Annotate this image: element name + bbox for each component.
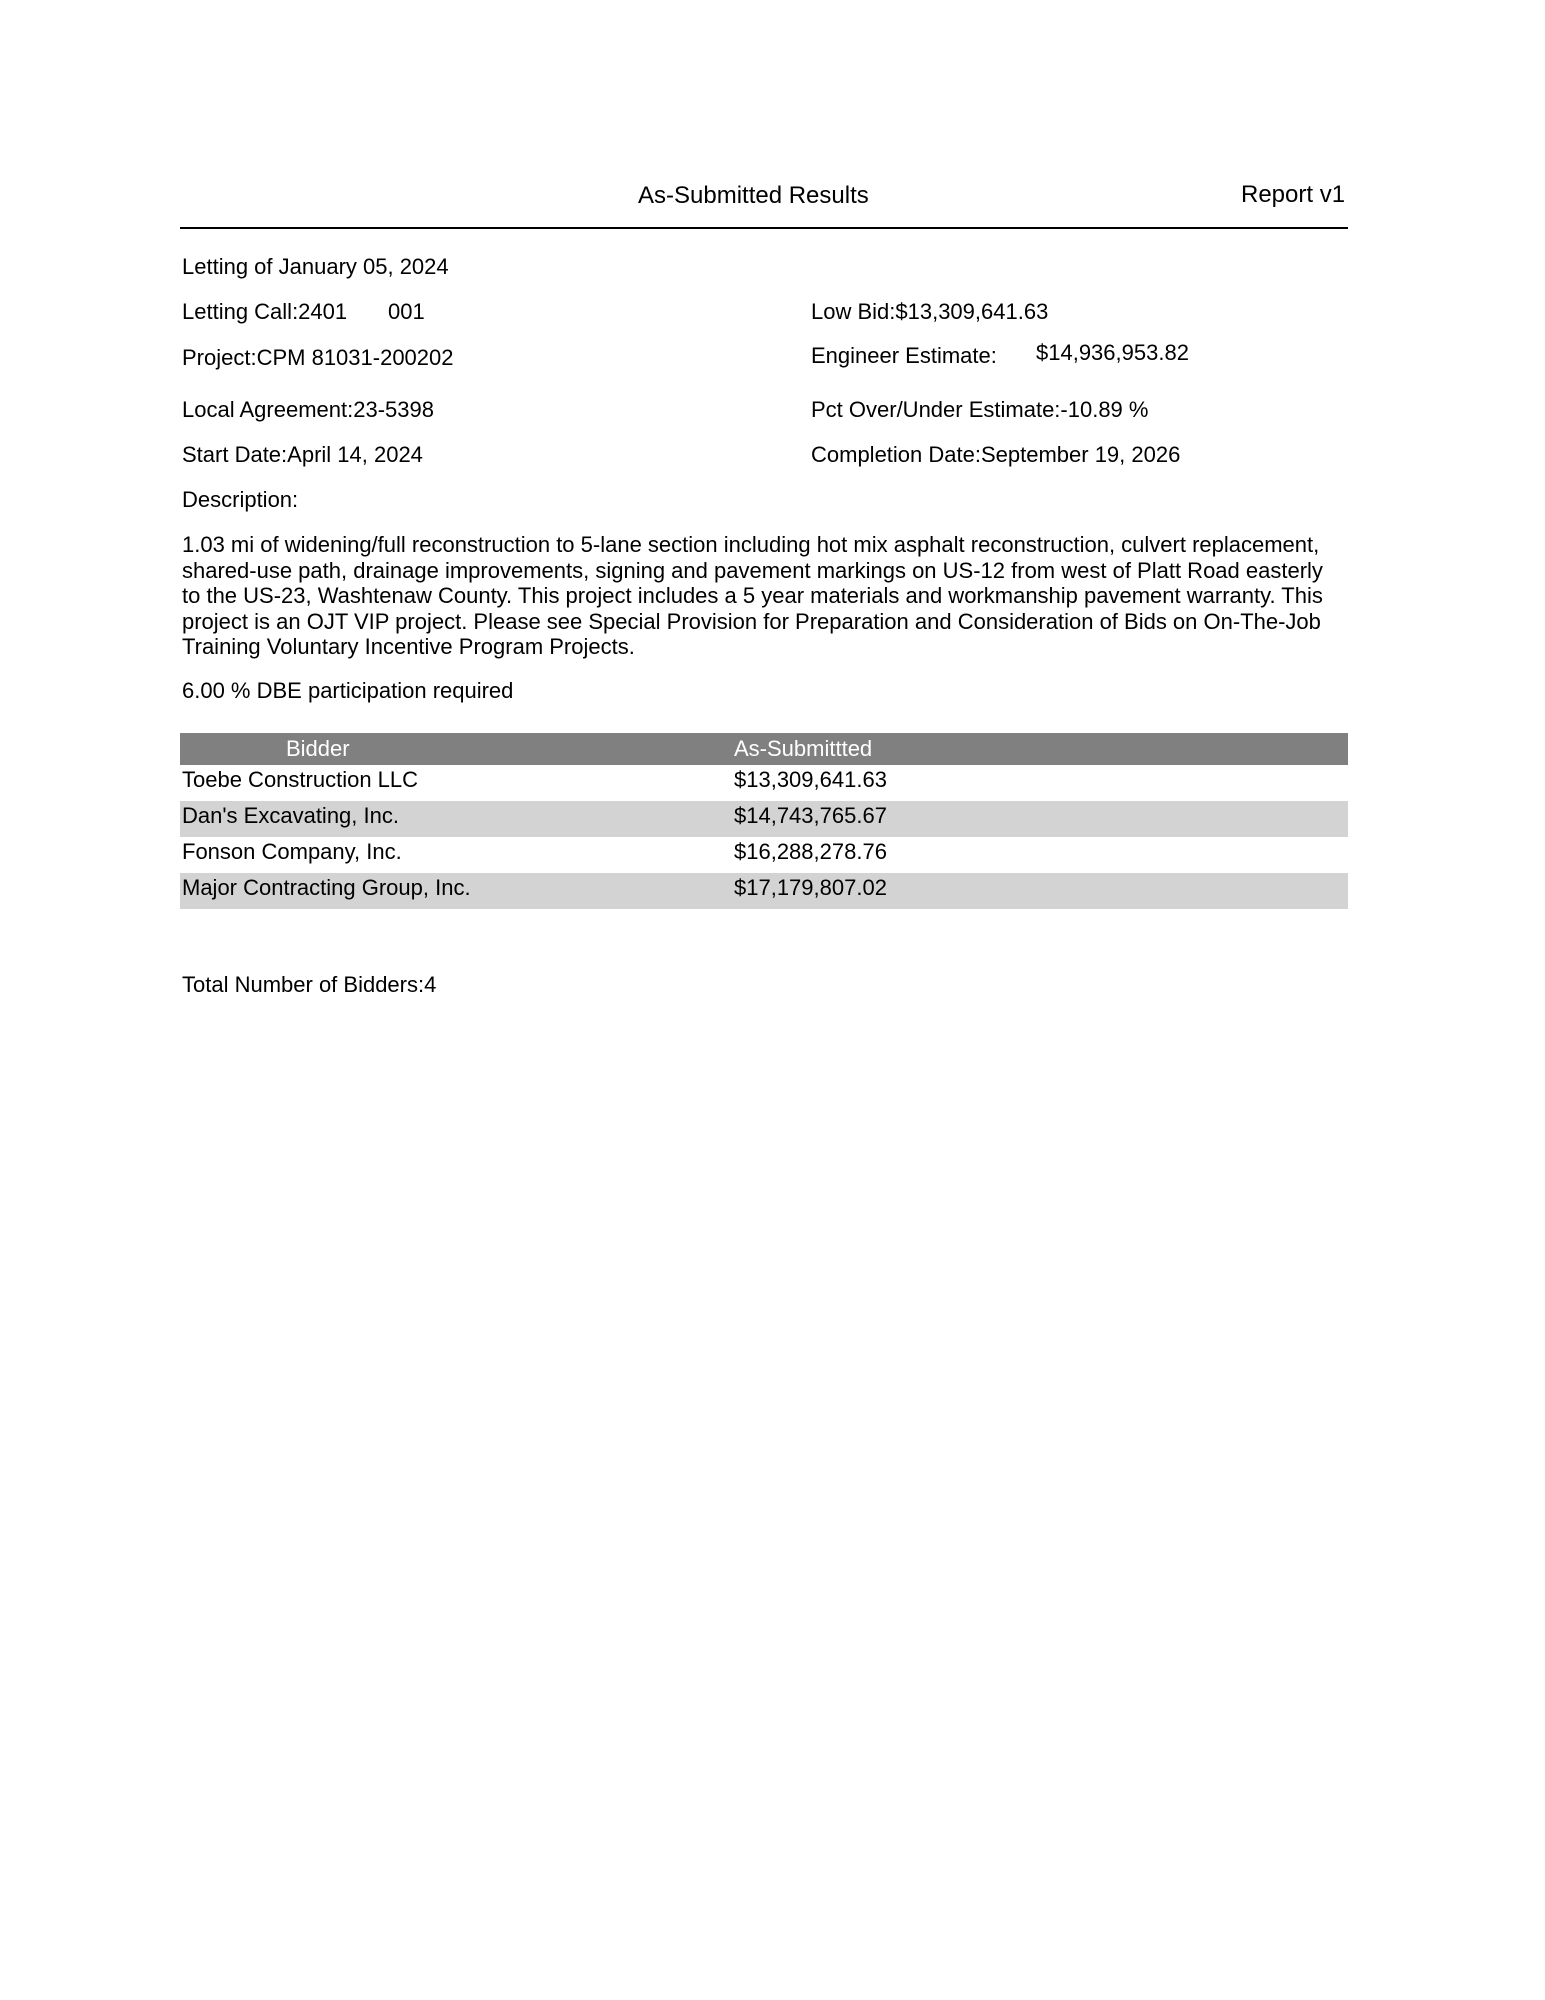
letting-date: Letting of January 05, 2024 bbox=[182, 254, 449, 279]
letting-call: Letting Call:2401 bbox=[182, 299, 348, 324]
bid-results-table bbox=[180, 733, 1348, 909]
bidder-name: Major Contracting Group, Inc. bbox=[182, 875, 471, 900]
bidder-name: Dan's Excavating, Inc. bbox=[182, 803, 399, 828]
pct-over-under-estimate: Pct Over/Under Estimate:-10.89 % bbox=[811, 397, 1149, 422]
start-date: Start Date:April 14, 2024 bbox=[182, 442, 423, 467]
project-number: Project:CPM 81031-200202 bbox=[182, 345, 454, 370]
description-label: Description: bbox=[182, 487, 299, 512]
engineer-estimate-label: Engineer Estimate: bbox=[811, 343, 997, 368]
bid-amount: $16,288,278.76 bbox=[734, 839, 887, 864]
bidder-name: Toebe Construction LLC bbox=[182, 767, 419, 792]
table-row bbox=[180, 837, 1348, 873]
report-version: Report v1 bbox=[1241, 181, 1346, 208]
local-agreement: Local Agreement:23-5398 bbox=[182, 397, 434, 422]
table-header bbox=[180, 733, 1348, 765]
bidder-name: Fonson Company, Inc. bbox=[182, 839, 402, 864]
low-bid: Low Bid:$13,309,641.63 bbox=[811, 299, 1049, 324]
column-header-as-submitted: As-Submittted bbox=[734, 736, 873, 761]
column-header-bidder: Bidder bbox=[286, 736, 350, 761]
engineer-estimate-value: $14,936,953.82 bbox=[1036, 340, 1189, 365]
total-bidders: Total Number of Bidders:4 bbox=[182, 972, 437, 997]
report-title: As-Submitted Results bbox=[638, 182, 869, 209]
table-row bbox=[180, 873, 1348, 909]
bid-amount: $17,179,807.02 bbox=[734, 875, 887, 900]
completion-date: Completion Date:September 19, 2026 bbox=[811, 442, 1181, 467]
bid-amount: $14,743,765.67 bbox=[734, 803, 887, 828]
table-row bbox=[180, 765, 1348, 801]
header-divider bbox=[180, 227, 1348, 229]
dbe-requirement: 6.00 % DBE participation required bbox=[182, 678, 514, 703]
letting-call-suffix: 001 bbox=[388, 299, 425, 324]
bid-amount: $13,309,641.63 bbox=[734, 767, 887, 792]
table-row bbox=[180, 801, 1348, 837]
project-description: 1.03 mi of widening/full reconstruction to 5-lane section including hot mix asphalt reconstruction, culvert replacement, shared-use path, drainage improvements, signing and pavement markings on US-12 from west of Platt Road easterly to the US-23, Washtenaw County. This project includes a 5 year materials and workmanship pavement warranty. This project is an OJT VIP project. Please see Special Provision for Preparation and Consideration of Bids on On-The-Job Training Voluntary Incentive Program Projects. bbox=[182, 532, 1323, 659]
